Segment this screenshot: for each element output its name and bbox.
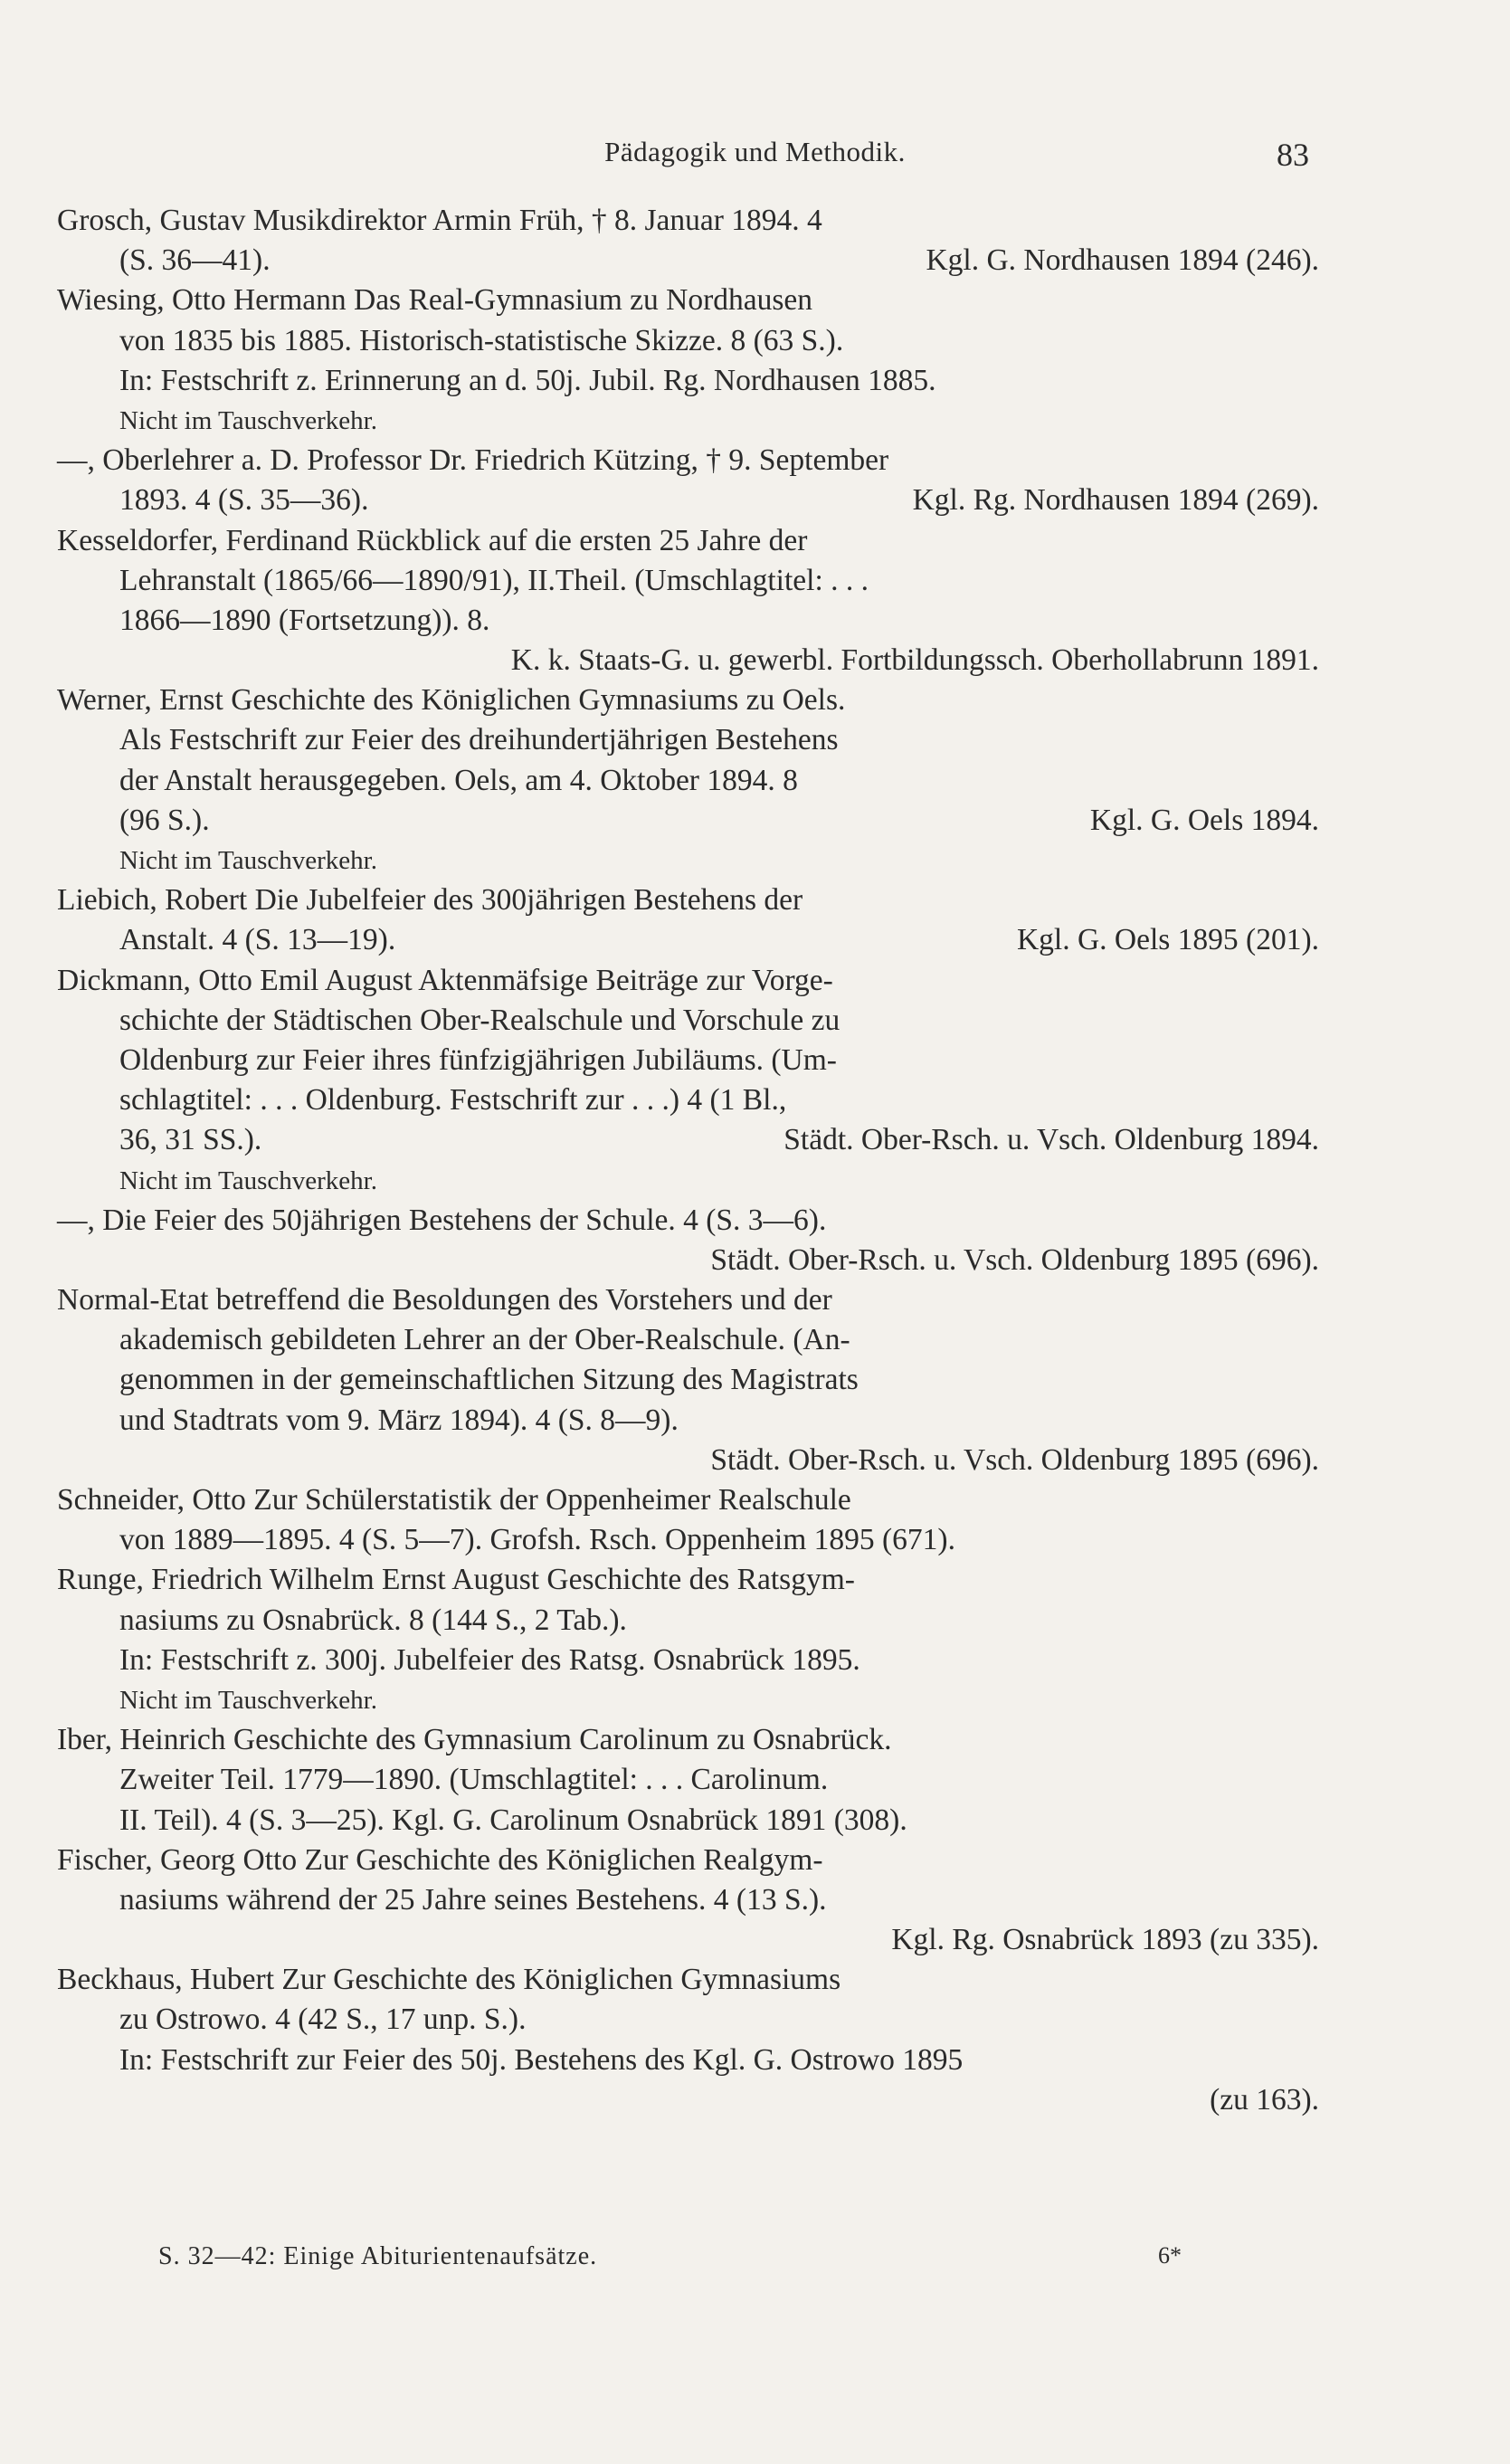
entry-source: Städt. Ober-Rsch. u. Vsch. Oldenburg 1895 (696). [710,1442,1319,1477]
entry-note: Nicht im Tauschverkehr. [119,405,377,435]
entry-line [57,480,1319,520]
entry-line: akademisch gebildeten Lehrer an der Ober-Realschule. (An- [119,1323,850,1357]
bib-entry [57,1480,1319,1560]
entry-line [57,920,1319,960]
entry-line [57,1241,1319,1280]
entry-line: Beckhaus, Hubert Zur Geschichte des Königlichen Gymnasiums [57,1963,841,1997]
entry-line: —, Die Feier des 50jährigen Bestehens der Schule. 4 (S. 3—6). [57,1203,827,1237]
entry-line: von 1889—1895. 4 (S. 5—7). Grofsh. Rsch. Oppenheim 1895 (671). [119,1523,955,1557]
entry-source: Kgl. Rg. Nordhausen 1894 (269). [912,483,1319,518]
entry-line: In: Festschrift z. 300j. Jubelfeier des Ratsg. Osnabrück 1895. [119,1642,860,1677]
bib-entry [57,281,1319,441]
entry-line: Wiesing, Otto Hermann Das Real-Gymnasium zu Nordhausen [57,283,813,318]
entry-line [57,1441,1319,1480]
entry-line: Liebich, Robert Die Jubelfeier des 300jährigen Bestehens der [57,883,803,918]
entry-line: schichte der Städtischen Ober-Realschule und Vorschule zu [119,1003,840,1037]
bibliography-list [57,201,1319,2120]
entry-line [57,801,1319,841]
running-title: Pädagogik und Methodik. [604,136,906,167]
entry-source: Kgl. G. Oels 1895 (201). [1016,923,1319,957]
entry-source: Städt. Ober-Rsch. u. Vsch. Oldenburg 1894. [783,1123,1319,1157]
entry-extent: (96 S.). [119,803,210,837]
entry-line: Lehranstalt (1865/66—1890/91), II.Theil. (Umschlagtitel: . . . [119,563,869,597]
page-number: 83 [1277,137,1309,173]
entry-extent: 1893. 4 (S. 35—36). [119,483,369,518]
entry-line: 1866—1890 (Fortsetzung)). 8. [119,603,490,637]
entry-line: nasiums zu Osnabrück. 8 (144 S., 2 Tab.). [119,1603,627,1637]
entry-line: Als Festschrift zur Feier des dreihundertjährigen Bestehens [119,723,839,757]
bib-entry [57,1841,1319,1961]
bib-entry [57,880,1319,960]
entry-line: Oldenburg zur Feier ihres fünfzigjährigen Jubiläums. (Um- [119,1042,837,1077]
bib-entry [57,201,1319,281]
entry-line: Runge, Friedrich Wilhelm Ernst August Geschichte des Ratsgym- [57,1563,855,1597]
entry-line [57,641,1319,680]
entry-line: In: Festschrift zur Feier des 50j. Bestehens des Kgl. G. Ostrowo 1895 [119,2042,964,2077]
entry-line: der Anstalt herausgegeben. Oels, am 4. Oktober 1894. 8 [119,763,798,797]
entry-note: Nicht im Tauschverkehr. [119,846,377,875]
entry-source: Kgl. Rg. Osnabrück 1893 (zu 335). [891,1923,1319,1957]
entry-line: Zweiter Teil. 1779—1890. (Umschlagtitel: . . . Carolinum. [119,1763,829,1797]
bib-entry [57,441,1319,520]
entry-source: Kgl. G. Oels 1894. [1089,803,1319,837]
entry-line: —, Oberlehrer a. D. Professor Dr. Friedrich Kützing, † 9. September [57,443,889,478]
footnote: S. 32—42: Einige Abiturientenaufsätze. [158,2242,598,2270]
entry-line: Dickmann, Otto Emil August Aktenmäfsige Beiträge zur Vorge- [57,963,833,997]
bib-entry [57,680,1319,880]
bib-entry [57,961,1319,1201]
entry-line: Werner, Ernst Geschichte des Königlichen Gymnasiums zu Oels. [57,683,846,718]
entry-line: zu Ostrowo. 4 (42 S., 17 unp. S.). [119,2003,527,2037]
entry-source: (zu 163). [1210,2082,1319,2117]
entry-line: von 1835 bis 1885. Historisch-statistische Skizze. 8 (63 S.). [119,323,844,357]
entry-line: Kesseldorfer, Ferdinand Rückblick auf die ersten 25 Jahre der [57,523,808,557]
bib-entry [57,521,1319,681]
entry-line [57,1920,1319,1960]
entry-line: Schneider, Otto Zur Schülerstatistik der Oppenheimer Realschule [57,1483,851,1517]
bib-entry [57,1560,1319,1720]
entry-line: II. Teil). 4 (S. 3—25). Kgl. G. Carolinum Osnabrück 1891 (308). [119,1803,907,1837]
entry-note: Nicht im Tauschverkehr. [119,1165,377,1195]
entry-note: Nicht im Tauschverkehr. [119,1685,377,1715]
entry-line: Iber, Heinrich Geschichte des Gymnasium Carolinum zu Osnabrück. [57,1723,892,1757]
bib-entry [57,1960,1319,2120]
entry-line: nasiums während der 25 Jahre seines Bestehens. 4 (13 S.). [119,1882,827,1917]
entry-line: Normal-Etat betreffend die Besoldungen des Vorstehers und der [57,1283,832,1318]
entry-line: genommen in der gemeinschaftlichen Sitzung des Magistrats [119,1363,859,1397]
bib-entry [57,1280,1319,1480]
page-footer [0,2242,1510,2278]
entry-extent: (S. 36—41). [119,243,271,278]
entry-line: und Stadtrats vom 9. März 1894). 4 (S. 8—9). [119,1403,679,1437]
bib-entry [57,1720,1319,1841]
entry-extent: Anstalt. 4 (S. 13—19). [119,923,396,957]
entry-source: K. k. Staats-G. u. gewerbl. Fortbildungssch. Oberhollabrunn 1891. [510,643,1319,678]
bib-entry [57,1201,1319,1280]
signature-mark: 6* [1158,2242,1182,2269]
entry-line: Grosch, Gustav Musikdirektor Armin Früh, † 8. Januar 1894. 4 [57,204,822,237]
entry-line [57,2080,1319,2120]
entry-source: Städt. Ober-Rsch. u. Vsch. Oldenburg 1895 (696). [710,1242,1319,1277]
entry-extent: 36, 31 SS.). [119,1123,262,1157]
entry-line: schlagtitel: . . . Oldenburg. Festschrift zur . . .) 4 (1 Bl., [119,1083,787,1118]
entry-line: In: Festschrift z. Erinnerung an d. 50j. Jubil. Rg. Nordhausen 1885. [119,363,936,397]
entry-source: Kgl. G. Nordhausen 1894 (246). [926,243,1319,278]
entry-line [57,1120,1319,1160]
entry-line [57,241,1319,281]
entry-line: Fischer, Georg Otto Zur Geschichte des Königlichen Realgym- [57,1842,823,1877]
page-header [0,136,1510,172]
